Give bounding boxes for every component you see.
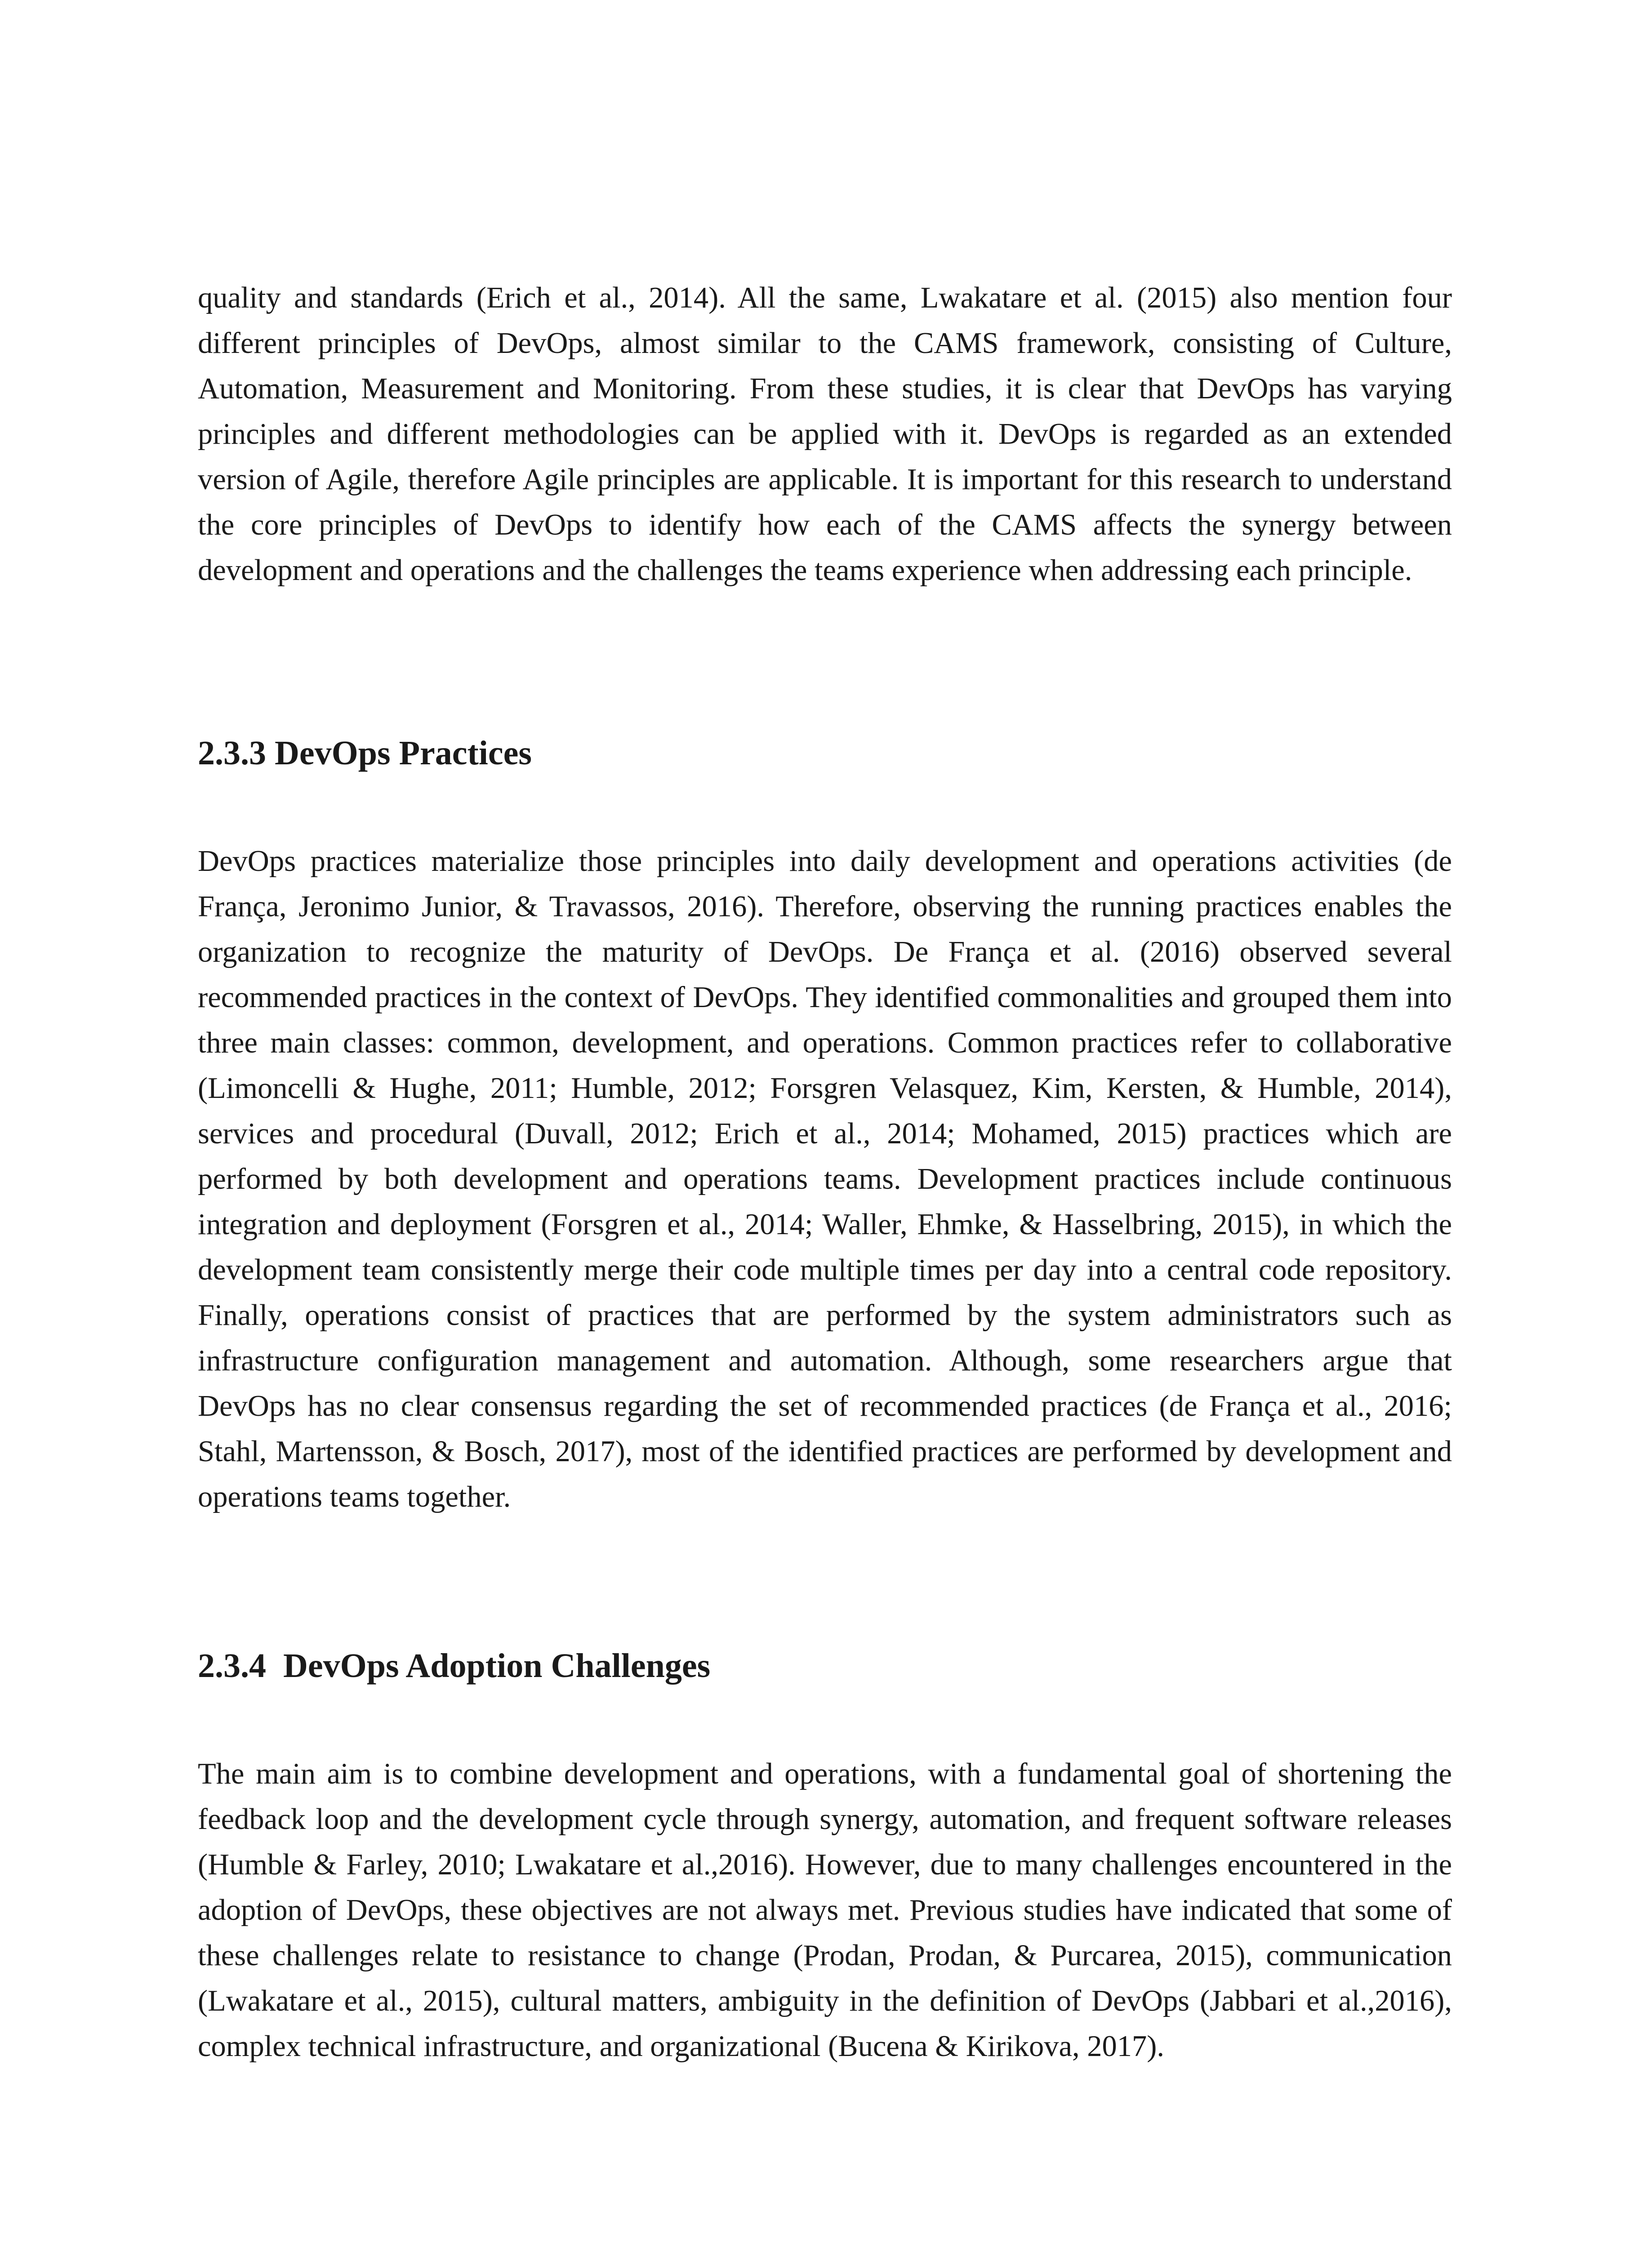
body-paragraph-challenges: The main aim is to combine development and operations, with a fundamental goal of shortening the feedback loop and the development cycle through synergy, automation, and frequent software releases (Humble & Farley, 2010; Lwakatare et al.,2016). However, due to many challenges encountered in the adoption of DevOps, these objectives are not always met. Previous studies have indicated that some of these challenges relate to resistance to change (Prodan, Prodan, & Purcarea, 2015), communication (Lwakatare et al., 2015), cultural matters, ambiguity in the definition of DevOps (Jabbari et al.,2016), complex technical infrastructure, and organizational (Bucena & Kirikova, 2017). xyxy=(198,1757,1452,2063)
body-paragraph-principles: quality and standards (Erich et al., 2014). All the same, Lwakatare et al. (2015) also mention four different principles of DevOps, almost similar to the CAMS framework, consisting of Culture, Automation, Measurement and Monitoring. From these studies, it is clear that DevOps has varying principles and different methodologies can be applied with it. DevOps is regarded as an extended version of Agile, therefore Agile principles are applicable. It is important for this research to understand the core principles of DevOps to identify how each of the CAMS affects the synergy between development and operations and the challenges the teams experience when addressing each principle. xyxy=(198,281,1452,587)
section-heading-devops-practices: 2.3.3 DevOps Practices xyxy=(198,734,532,772)
body-paragraph-practices: DevOps practices materialize those principles into daily development and operations activities (de França, Jeronimo Junior, & Travassos, 2016). Therefore, observing the running practices enables the organization to recognize the maturity of DevOps. De França et al. (2016) observed several recommended practices in the context of DevOps. They identified commonalities and grouped them into three main classes: common, development, and operations. Common practices refer to collaborative (Limoncelli & Hughe, 2011; Humble, 2012; Forsgren Velasquez, Kim, Kersten, & Humble, 2014), services and procedural (Duvall, 2012; Erich et al., 2014; Mohamed, 2015) practices which are performed by both development and operations teams. Development practices include continuous integration and deployment (Forsgren et al., 2014; Waller, Ehmke, & Hasselbring, 2015), in which the development team consistently merge their code multiple times per day into a central code repository. Finally, operations consist of practices that are performed by the system administrators such as infrastructure configuration management and automation. Although, some researchers argue that DevOps has no clear consensus regarding the set of recommended practices (de França et al., 2016; Stahl, Martensson, & Bosch, 2017), most of the identified practices are performed by development and operations teams together. xyxy=(198,845,1452,1513)
section-heading-adoption-challenges: 2.3.4 DevOps Adoption Challenges xyxy=(198,1647,711,1685)
